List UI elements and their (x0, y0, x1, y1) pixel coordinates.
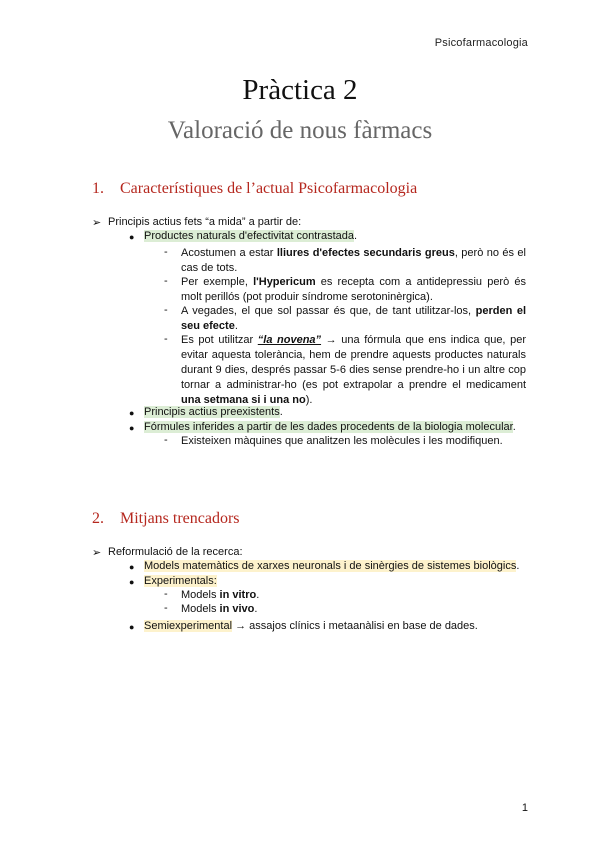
bold-text: una setmana si i una no (181, 394, 306, 406)
text: es recepta com a antidepressiu però és molt perillós (pot produir síndrome serotoninèrgica). (181, 276, 526, 303)
section-1-bullet-1 (144, 229, 357, 244)
highlight-text: Principis actius preexistents (144, 406, 280, 418)
arrow-bullet-icon: ➢ (92, 217, 102, 229)
dash-icon: - (164, 333, 168, 345)
page-subtitle: Valoració de nous fàrmacs (167, 117, 433, 144)
section-2-bullet-1 (144, 559, 519, 574)
dash-icon: - (164, 275, 168, 287)
bullet-icon: ● (129, 423, 135, 433)
section-1-title: Característiques de l’actual Psicofarmacologia (120, 180, 418, 197)
section-1-sub-3 (181, 304, 526, 334)
highlight-text: Experimentals: (144, 575, 217, 587)
page-number: 1 (521, 802, 528, 814)
section-1-sub-2 (181, 275, 526, 305)
bullet-icon: ● (129, 577, 135, 587)
bullet-icon: ● (129, 232, 135, 242)
punctuation: . (512, 421, 516, 433)
section-2-sub-2 (181, 602, 257, 617)
section-1-heading (92, 180, 417, 198)
text: → assajos clínics i metaanàlisi en base de dades. (232, 620, 478, 632)
dash-icon: - (164, 434, 168, 446)
arrow-bullet-icon: ➢ (92, 547, 102, 559)
section-1-number: 1. (92, 180, 104, 197)
highlight-text: Semiexperimental (144, 620, 233, 632)
text: Per exemple, (181, 276, 254, 288)
text: A vegades, el que sol passar és que, de tant utilitzar-los, (181, 305, 476, 317)
bold-text: l'Hypericum (253, 276, 316, 288)
bullet-icon: ● (129, 408, 135, 418)
dash-icon: - (164, 246, 168, 258)
section-2-sub-1 (181, 588, 259, 603)
bullet-icon: ● (129, 562, 135, 572)
section-2-bullet-3 (144, 619, 478, 634)
punctuation: . (516, 560, 520, 572)
dash-icon: - (164, 602, 168, 614)
text: → una fórmula que ens indica que, per evitar aquesta tolerància, hem de prendre aquests productes naturals durant 9 dies, després passar 5-6 dies sense prendre-ho i un altre cop tornar a administrar-ho (es pot extrapolar a prendre el medicament (181, 334, 526, 391)
text: . (234, 320, 238, 332)
text: ). (305, 394, 313, 406)
underlined-text: “la novena” (257, 334, 322, 346)
highlight-text: Models matemàtics de xarxes neuronals i de sinèrgies de sistemes biològics (144, 560, 517, 572)
dash-icon: - (164, 588, 168, 600)
bold-text: perden el seu efecte (181, 305, 527, 332)
section-1-sub-5: Existeixen màquines que analitzen les molècules i les modifiquen. (181, 435, 503, 447)
bullet-icon: ● (129, 622, 135, 632)
text: Es pot utilitzar (181, 334, 258, 346)
section-1-bullet-2 (144, 405, 283, 420)
text: . (254, 603, 258, 615)
text: . (256, 589, 260, 601)
header-course: Psicofarmacologia (434, 37, 528, 49)
dash-icon: - (164, 304, 168, 316)
section-2-number: 2. (92, 510, 104, 527)
section-1-sub-4 (181, 333, 526, 408)
section-1-bullet-3 (144, 420, 516, 435)
section-1-arrow-item: Principis actius fets “a mida” a partir de: (108, 216, 302, 228)
bold-text: in vitro (219, 589, 257, 601)
section-2-bullet-2 (144, 574, 217, 589)
section-2-arrow-item: Reformulació de la recerca: (108, 546, 243, 558)
punctuation: . (279, 406, 283, 418)
punctuation: . (354, 230, 358, 242)
page-title: Pràctica 2 (242, 74, 358, 106)
section-2-title: Mitjans trencadors (120, 510, 240, 527)
highlight-text: Productes naturals d'efectivitat contrastada (144, 230, 354, 242)
text: Models (181, 589, 220, 601)
bold-text: lliures d'efectes secundaris greus (276, 247, 455, 259)
section-1-sub-1 (181, 246, 526, 276)
highlight-text: Fórmules inferides a partir de les dades procedents de la biologia molecular (144, 421, 513, 433)
text: Acostumen a estar (181, 247, 277, 259)
text: Models (181, 603, 220, 615)
bold-text: in vivo (219, 603, 255, 615)
text: , però no és el cas de tots. (181, 247, 526, 274)
section-2-heading (92, 510, 240, 528)
